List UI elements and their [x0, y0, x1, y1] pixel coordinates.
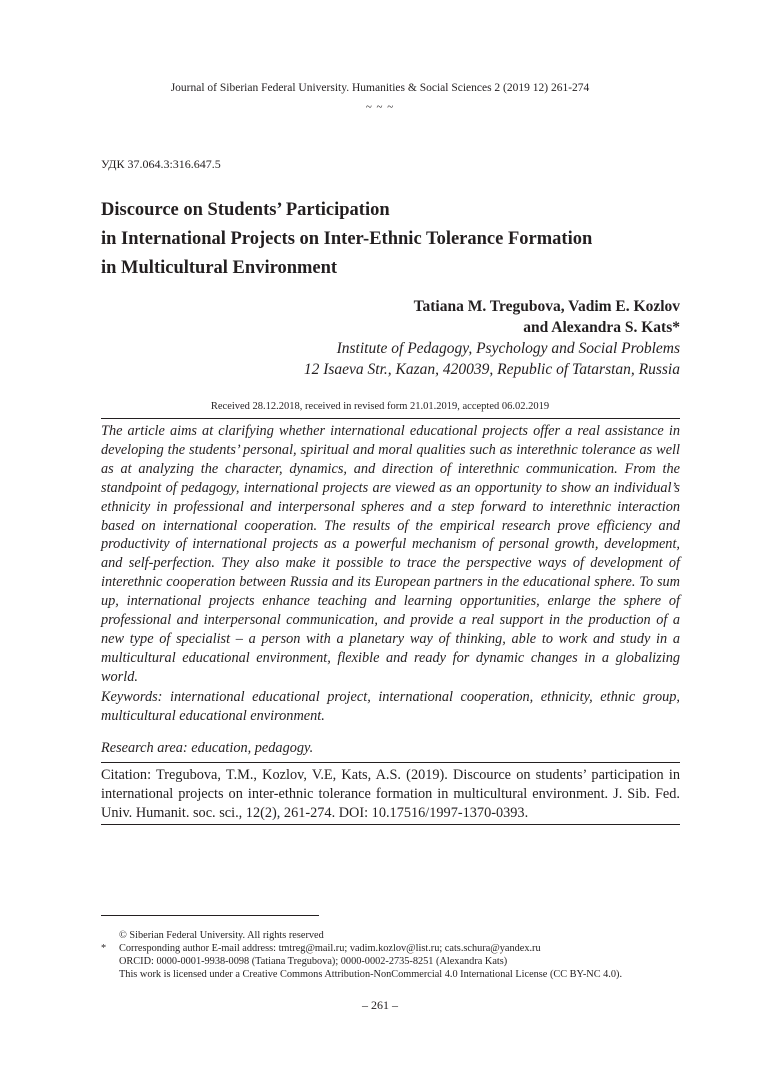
footnote-corresponding: Corresponding author E-mail address: tmtreg@mail.ru; vadim.kozlov@list.ru; cats.schura@yandex.ru: [119, 943, 541, 954]
authors: [414, 296, 680, 338]
citation: Citation: Tregubova, T.M., Kozlov, V.E, Kats, A.S. (2019). Discource on students’ participation in international projects on inter-ethnic tolerance formation in multicultural environment. J. Sib. Fed. Univ. Humanit. soc. sci., 12(2), 261-274. DOI: 10.17516/1997-1370-0393.: [101, 767, 680, 821]
udk-code: УДК 37.064.3:316.647.5: [101, 157, 221, 171]
research-area: Research area: education, pedagogy.: [101, 740, 314, 756]
authors-line: Tatiana M. Tregubova, Vadim E. Kozlov: [413, 298, 680, 315]
header-separator: ~ ~ ~: [365, 101, 395, 113]
page-number: – 261 –: [362, 998, 398, 1012]
affiliation-line: 12 Isaeva Str., Kazan, 420039, Republic of Tatarstan, Russia: [303, 360, 680, 378]
abstract: The article aims at clarifying whether international educational projects offer a real assistance in developing the students’ personal, spiritual and moral qualities such as interethnic tolerance as well as at analyzing the character, dynamics, and direction of interethnic communication. From the standpoint of pedagogy, international projects are viewed as an opportunity to show an individual’s ethnicity in professional and interpersonal spheres and a step forward to interethnic interaction based on international cooperation. The results of the empirical research prove efficiency and productivity of international projects as a powerful mechanism of personal growth, development, and self-perfection. They also make it possible to trace the perspective ways of development of interethnic cooperation between Russia and its European partners in the educational sphere. To sum up, international projects enhance teaching and learning opportunities, enlarge the sphere of professional and interpersonal communication, and provide a real support in the production of a new type of specialist – a person with a planetary way of thinking, able to work and study in a multicultural educational environment, flexible and ready for dynamic changes in a globalizing world.: [101, 423, 680, 685]
title-line: Discource on Students’ Participation: [101, 200, 390, 220]
footnote-separator: [101, 915, 319, 916]
title-line: in Multicultural Environment: [101, 258, 338, 278]
footnote-license: This work is licensed under a Creative Commons Attribution-NonCommercial 4.0 International License (CC BY-NC 4.0).: [119, 969, 623, 980]
article-title: [101, 196, 661, 283]
affiliation-line: Institute of Pedagogy, Psychology and Social Problems: [336, 340, 680, 357]
affiliation: [304, 339, 680, 380]
divider: [101, 762, 680, 763]
footnote-copyright: © Siberian Federal University. All rights reserved: [119, 930, 324, 941]
received-dates: Received 28.12.2018, received in revised form 21.01.2019, accepted 06.02.2019: [210, 401, 550, 412]
authors-line: and Alexandra S. Kats*: [523, 319, 680, 336]
journal-header: Journal of Siberian Federal University. Humanities & Social Sciences 2 (2019 12) 261-274: [170, 82, 590, 94]
divider: [101, 824, 680, 825]
keywords: Keywords: international educational project, international cooperation, ethnicity, ethnic group, multicultural educational environment.: [101, 689, 680, 724]
footnote-mark: *: [101, 943, 107, 954]
footnote-orcid: ORCID: 0000-0001-9938-0098 (Tatiana Tregubova); 0000-0002-2735-8251 (Alexandra Kats): [119, 956, 508, 967]
title-line: in International Projects on Inter-Ethnic Tolerance Formation: [101, 229, 593, 249]
divider: [101, 418, 680, 419]
